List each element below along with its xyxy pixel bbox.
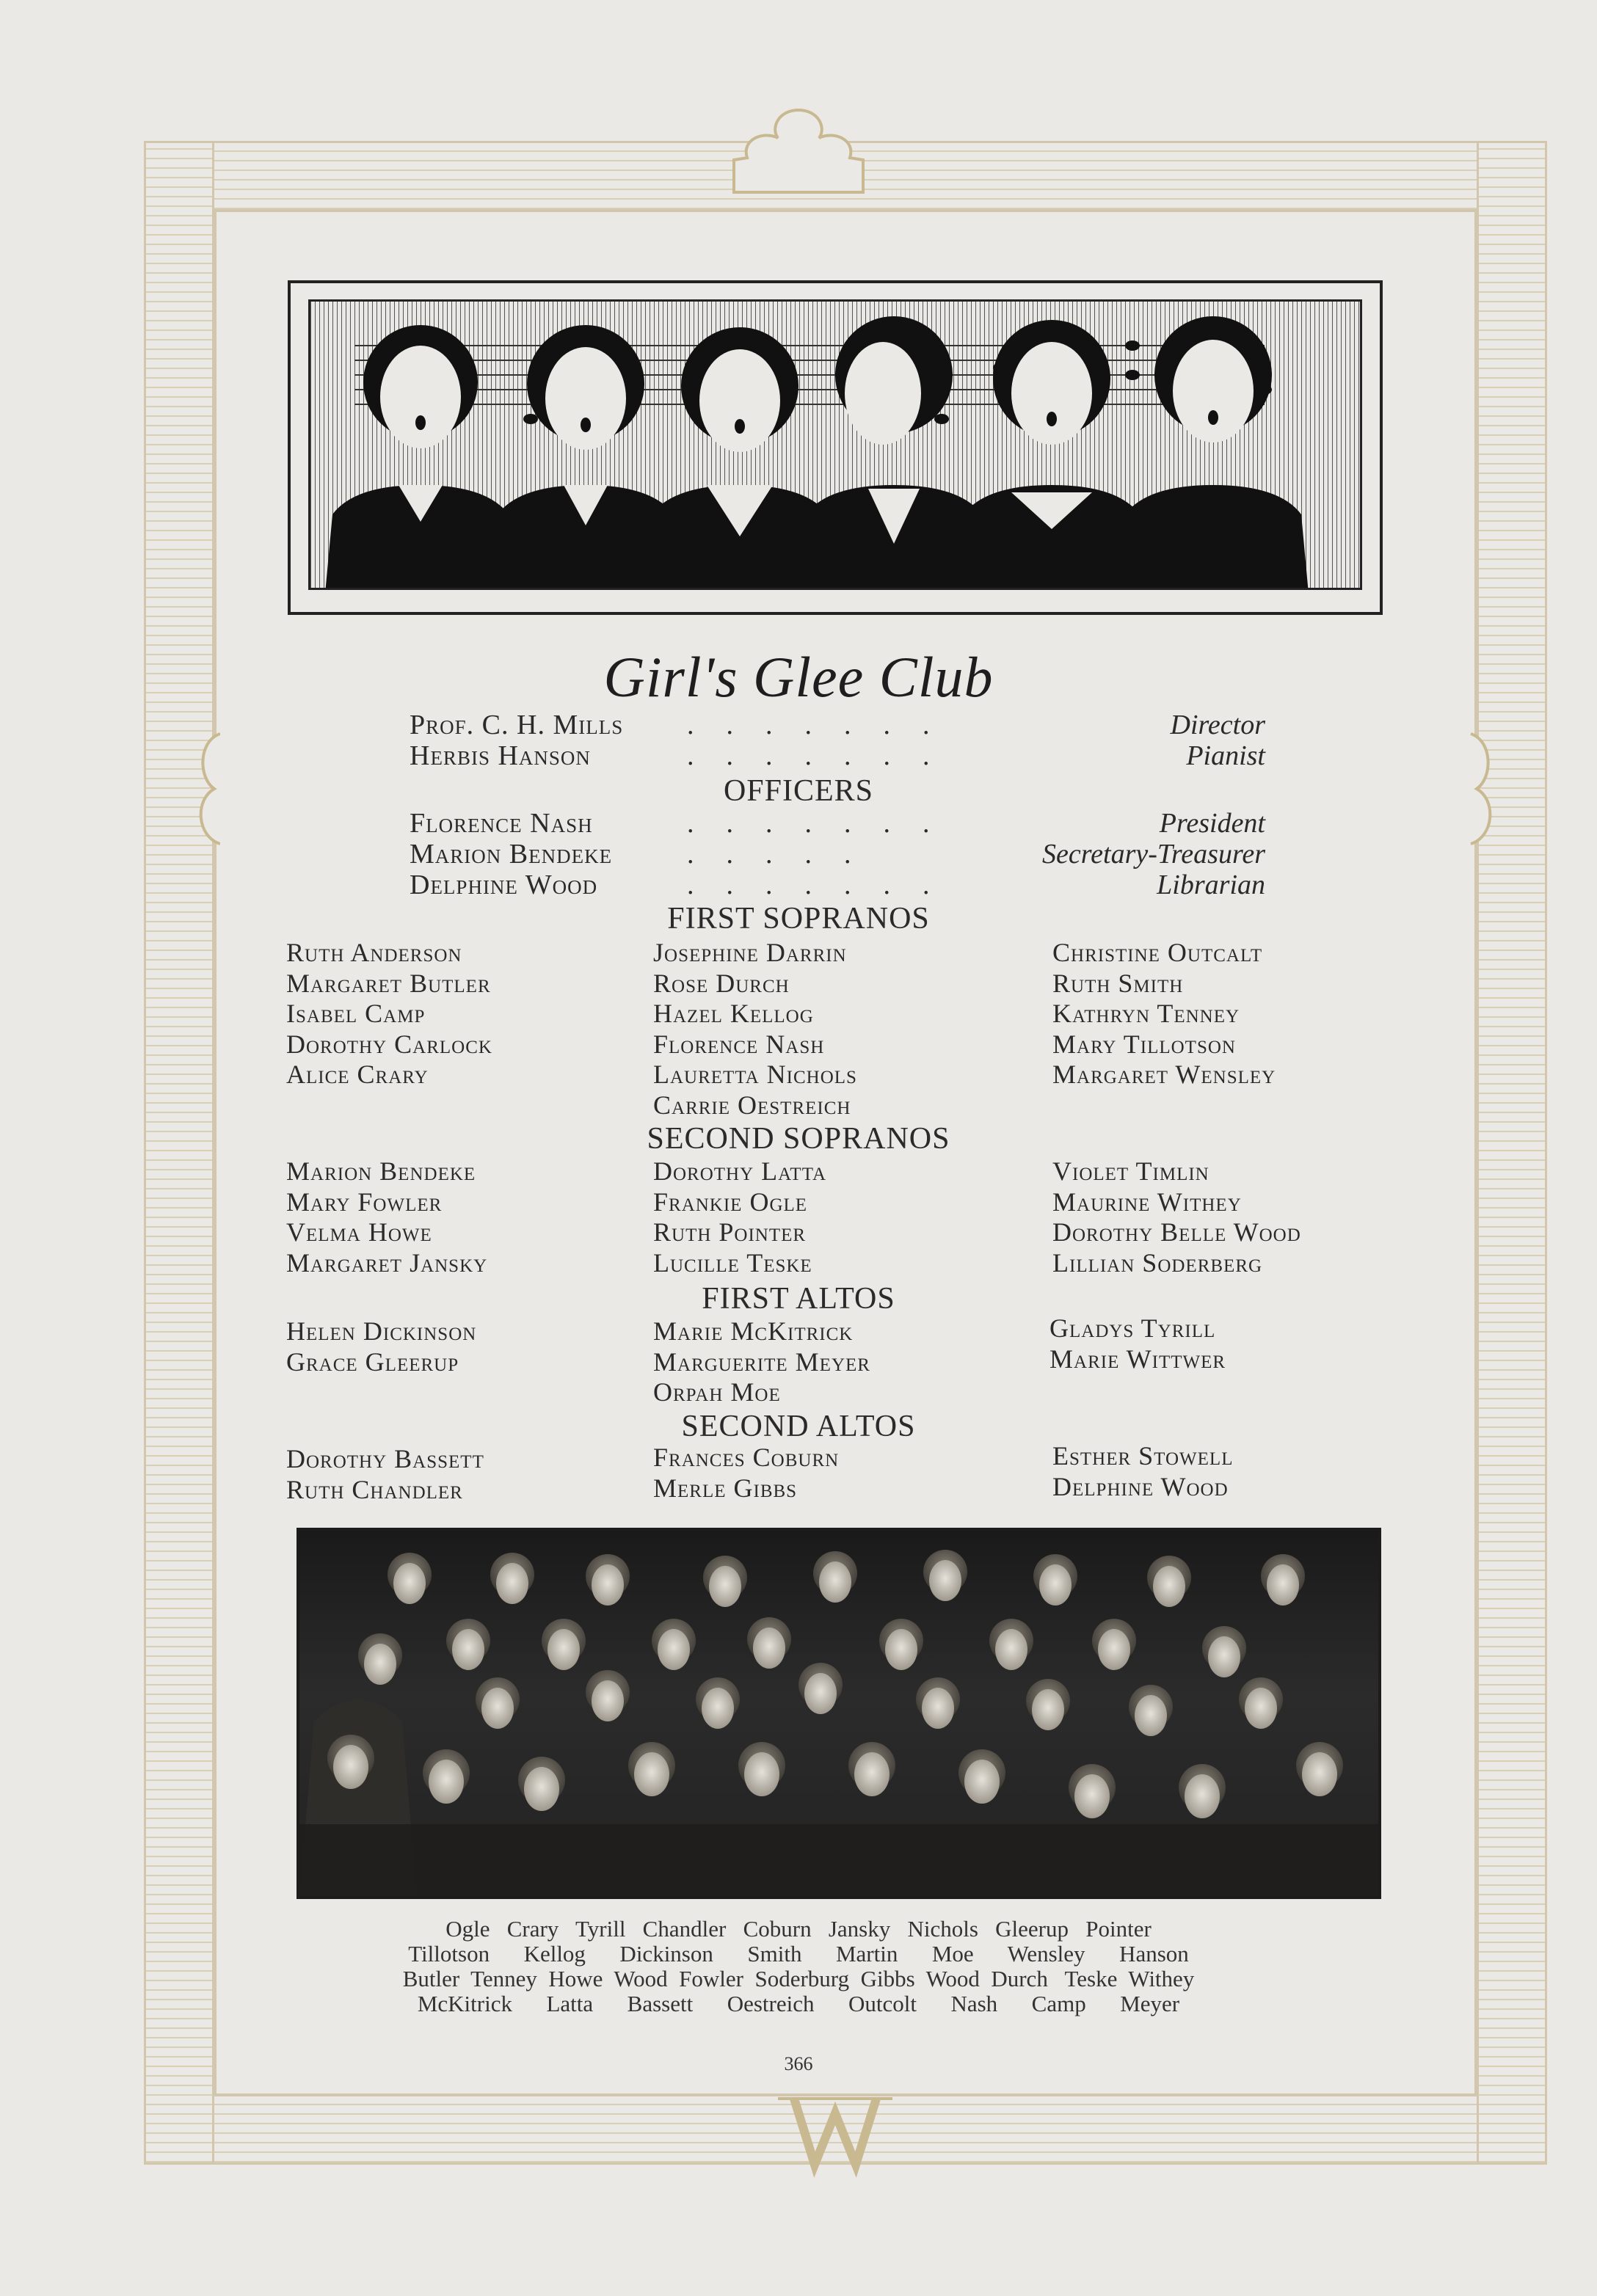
member-name: Ruth Chandler xyxy=(286,1474,463,1504)
caption-row: Tillotson Kellog Dickinson Smith Martin Moe Wensley Hanson xyxy=(408,1941,1189,1967)
name-column xyxy=(653,1156,826,1278)
name-column xyxy=(1052,938,1276,1090)
name-column xyxy=(286,1316,476,1377)
member-name: Marie McKitrick xyxy=(653,1316,854,1346)
member-name: Velma Howe xyxy=(286,1217,432,1247)
singers-illustration xyxy=(288,280,1383,615)
member-name: Christine Outcalt xyxy=(1052,938,1263,967)
member-name: Mary Fowler xyxy=(286,1187,443,1217)
member-name: Ruth Smith xyxy=(1052,968,1184,998)
member-name: Frances Coburn xyxy=(653,1443,840,1472)
member-name: Dorothy Latta xyxy=(653,1156,827,1186)
member-name: Orpah Moe xyxy=(653,1377,781,1407)
leader-dots: ....... xyxy=(687,808,962,839)
member-name: Dorothy Bassett xyxy=(286,1444,484,1473)
officer-name: Delphine Wood xyxy=(410,870,598,900)
member-name: Marie Wittwer xyxy=(1049,1344,1226,1374)
name-column xyxy=(653,938,857,1120)
member-name: Dorothy Carlock xyxy=(286,1029,492,1059)
member-name: Marion Bendeke xyxy=(286,1156,476,1186)
member-name: Grace Gleerup xyxy=(286,1346,459,1377)
member-name: Ruth Anderson xyxy=(286,938,462,967)
member-name: Helen Dickinson xyxy=(286,1316,477,1346)
illustration-panel xyxy=(308,299,1362,590)
group-photo-figures xyxy=(299,1531,1378,1896)
member-name: Florence Nash xyxy=(653,1029,825,1059)
section-heading: SECOND SOPRANOS xyxy=(647,1122,950,1156)
member-name: Merle Gibbs xyxy=(653,1473,798,1503)
member-name: Gladys Tyrill xyxy=(1049,1313,1216,1343)
group-photo xyxy=(297,1528,1381,1899)
member-name: Margaret Wensley xyxy=(1052,1060,1276,1089)
section-heading: FIRST SOPRANOS xyxy=(667,902,930,936)
member-name: Mary Tillotson xyxy=(1052,1029,1236,1059)
staff-name: Herbis Hanson xyxy=(410,740,591,771)
officers-heading: OFFICERS xyxy=(723,774,874,808)
member-name: Dorothy Belle Wood xyxy=(1052,1217,1301,1247)
leader-dots: ....... xyxy=(687,710,962,740)
member-name: Margaret Jansky xyxy=(286,1247,488,1278)
member-name: Kathryn Tenney xyxy=(1052,999,1240,1028)
staff-role: Pianist xyxy=(1186,740,1265,771)
leader-dots: ....... xyxy=(687,740,962,771)
officer-role: President xyxy=(1159,808,1265,839)
name-column xyxy=(653,1443,839,1504)
member-name: Marguerite Meyer xyxy=(653,1346,870,1377)
page-number: 366 xyxy=(784,2053,813,2074)
section-heading: FIRST ALTOS xyxy=(702,1282,895,1316)
name-column xyxy=(1049,1313,1226,1374)
member-name: Rose Durch xyxy=(653,968,790,998)
leader-dots: ..... xyxy=(687,839,884,870)
caption-row: Butler Tenney Howe Wood Fowler Soderburg Gibbs Wood Durch Teske Withey xyxy=(402,1966,1195,1991)
caption-row: Ogle Crary Tyrill Chandler Coburn Jansky Nichols Gleerup Pointer xyxy=(445,1916,1152,1942)
member-name: Margaret Butler xyxy=(286,968,491,998)
page-title: Girl's Glee Club xyxy=(603,645,994,709)
member-name: Josephine Darrin xyxy=(653,938,847,967)
member-name: Violet Timlin xyxy=(1052,1156,1209,1186)
officer-name: Florence Nash xyxy=(410,808,593,839)
officer-role: Librarian xyxy=(1157,870,1265,900)
photo-caption xyxy=(0,1917,1597,2016)
leader-dots: ....... xyxy=(687,870,962,900)
section-heading: SECOND ALTOS xyxy=(681,1410,916,1443)
name-column xyxy=(653,1316,870,1408)
name-column xyxy=(1052,1441,1233,1502)
member-name: Lauretta Nichols xyxy=(653,1060,857,1089)
member-name: Hazel Kellog xyxy=(653,999,814,1028)
officer-role: Secretary-Treasurer xyxy=(1042,839,1265,870)
member-name: Isabel Camp xyxy=(286,999,426,1028)
member-name: Esther Stowell xyxy=(1052,1441,1234,1470)
member-name: Alice Crary xyxy=(286,1060,429,1089)
staff-name: Prof. C. H. Mills xyxy=(410,710,624,740)
member-name: Maurine Withey xyxy=(1052,1187,1242,1217)
member-name: Delphine Wood xyxy=(1052,1471,1229,1501)
member-name: Lucille Teske xyxy=(653,1247,812,1278)
member-name: Lillian Soderberg xyxy=(1052,1247,1263,1278)
officer-name: Marion Bendeke xyxy=(410,839,613,870)
member-name: Frankie Ogle xyxy=(653,1187,808,1217)
member-name: Ruth Pointer xyxy=(653,1217,807,1247)
member-name: Carrie Oestreich xyxy=(653,1090,851,1120)
name-column xyxy=(1052,1156,1301,1278)
name-column xyxy=(286,1444,484,1505)
staff-role: Director xyxy=(1170,710,1265,740)
caption-row: McKitrick Latta Bassett Oestreich Outcolt Nash Camp Meyer xyxy=(417,1991,1180,2016)
name-column xyxy=(286,938,492,1090)
name-column xyxy=(286,1156,487,1278)
singers-drawing xyxy=(310,302,1362,590)
